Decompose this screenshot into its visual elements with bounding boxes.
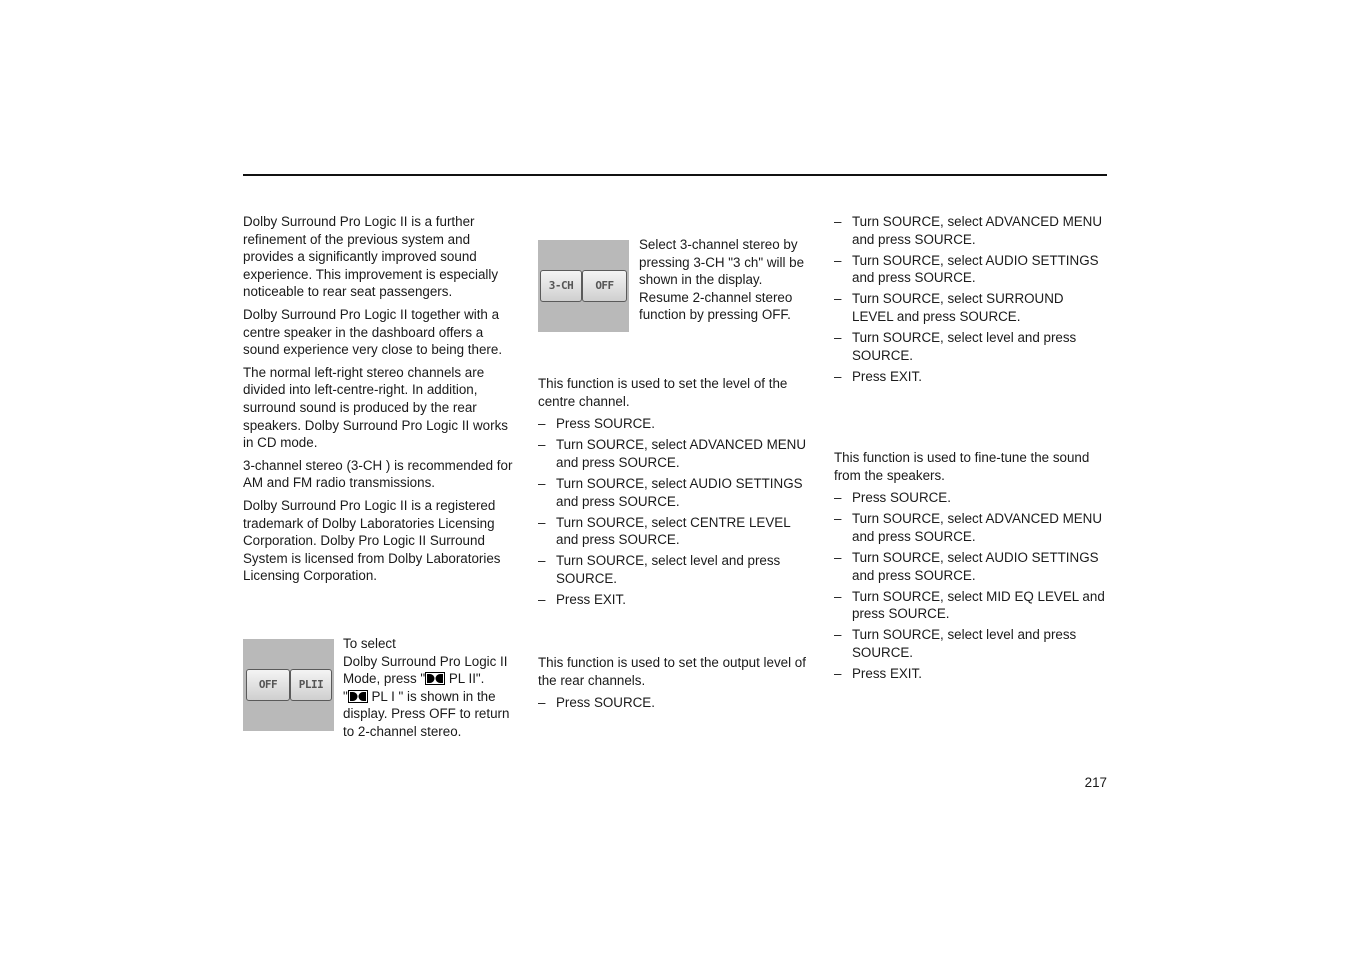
- paragraph: 3-channel stereo (3-CH ) is recommended for AM and FM radio transmissions.: [243, 457, 513, 491]
- dolby-double-d-icon: [425, 672, 445, 685]
- rear-level-steps: [538, 694, 814, 712]
- list-item: – Press EXIT.: [834, 665, 1108, 683]
- off-pl2-buttons-image: [243, 639, 334, 731]
- list-item: – Turn SOURCE, select AUDIO SETTINGS and press SOURCE.: [834, 252, 1108, 287]
- list-item: – Turn SOURCE, select ADVANCED MENU and press SOURCE.: [834, 510, 1108, 545]
- section-intro: This function is used to set the output level of the rear channels.: [538, 655, 806, 688]
- centre-level-section: [538, 375, 814, 612]
- section-intro: This function is used to set the level of the centre channel.: [538, 376, 788, 409]
- list-item: – Turn SOURCE, select level and press SOURCE.: [834, 329, 1108, 364]
- paragraph: Dolby Surround Pro Logic II is a further refinement of the previous system and provides a significantly improved sound experience. This improvement is especially noticeable to rear seat passengers.: [243, 214, 499, 300]
- list-item: – Turn SOURCE, select ADVANCED MENU and press SOURCE.: [834, 213, 1108, 248]
- list-item: – Turn SOURCE, select SURROUND LEVEL and press SOURCE.: [834, 290, 1108, 325]
- section-intro: This function is used to fine-tune the sound from the speakers.: [834, 450, 1090, 483]
- 3ch-off-buttons-image: [538, 240, 629, 332]
- off-button-image: OFF: [246, 669, 290, 701]
- column-1: [243, 213, 518, 590]
- rear-level-section: [538, 654, 814, 715]
- list-item: – Press SOURCE.: [538, 694, 814, 712]
- surround-level-steps: [834, 213, 1108, 385]
- page-number: 217: [1084, 775, 1107, 790]
- mid-eq-section: [834, 449, 1108, 686]
- list-item: – Turn SOURCE, select ADVANCED MENU and press SOURCE.: [538, 436, 814, 471]
- list-item: – Press SOURCE.: [834, 489, 1108, 507]
- paragraph: The normal left-right stereo channels are divided into left-centre-right. In addition, surround sound is produced by the rear speakers. Dolby Surround Pro Logic II works in CD mode.: [243, 364, 508, 451]
- dolby-double-d-icon: [348, 690, 368, 703]
- list-item: – Press EXIT.: [538, 591, 814, 609]
- pl2-button-image: PLII: [290, 669, 332, 701]
- list-item: – Turn SOURCE, select level and press SOURCE.: [834, 626, 1108, 661]
- list-item: – Turn SOURCE, select MID EQ LEVEL and press SOURCE.: [834, 588, 1108, 623]
- header-rule: [243, 174, 1107, 176]
- off-button-image: OFF: [582, 270, 627, 302]
- dolby-caption: To select Dolby Surround Pro Logic II Mode, press " PL II". " PL I " is shown in the display. Press OFF to return to 2-channel stereo.: [343, 636, 510, 739]
- list-item: – Turn SOURCE, select AUDIO SETTINGS and press SOURCE.: [834, 549, 1108, 584]
- list-item: – Press SOURCE.: [538, 415, 814, 433]
- paragraph: Dolby Surround Pro Logic II is a registered trademark of Dolby Laboratories Licensing Corporation. Dolby Pro Logic II Surround System is licensed from Dolby Laboratories Licensing Corporation.: [243, 497, 501, 584]
- list-item: – Press EXIT.: [834, 368, 1108, 386]
- centre-level-steps: [538, 415, 814, 608]
- list-item: – Turn SOURCE, select level and press SOURCE.: [538, 552, 814, 587]
- list-item: – Turn SOURCE, select CENTRE LEVEL and press SOURCE.: [538, 514, 814, 549]
- mid-eq-steps: [834, 489, 1108, 682]
- 3ch-caption: Select 3-channel stereo by pressing 3-CH "3 ch" will be shown in the display. Resume 2-channel stereo function by pressing OFF.: [639, 237, 805, 323]
- paragraph: Dolby Surround Pro Logic II together with a centre speaker in the dashboard offers a sound experience very close to being there.: [243, 306, 503, 358]
- 3ch-button-image: 3-CH: [540, 270, 582, 302]
- list-item: – Turn SOURCE, select AUDIO SETTINGS and press SOURCE.: [538, 475, 814, 510]
- surround-level-section: [834, 213, 1108, 389]
